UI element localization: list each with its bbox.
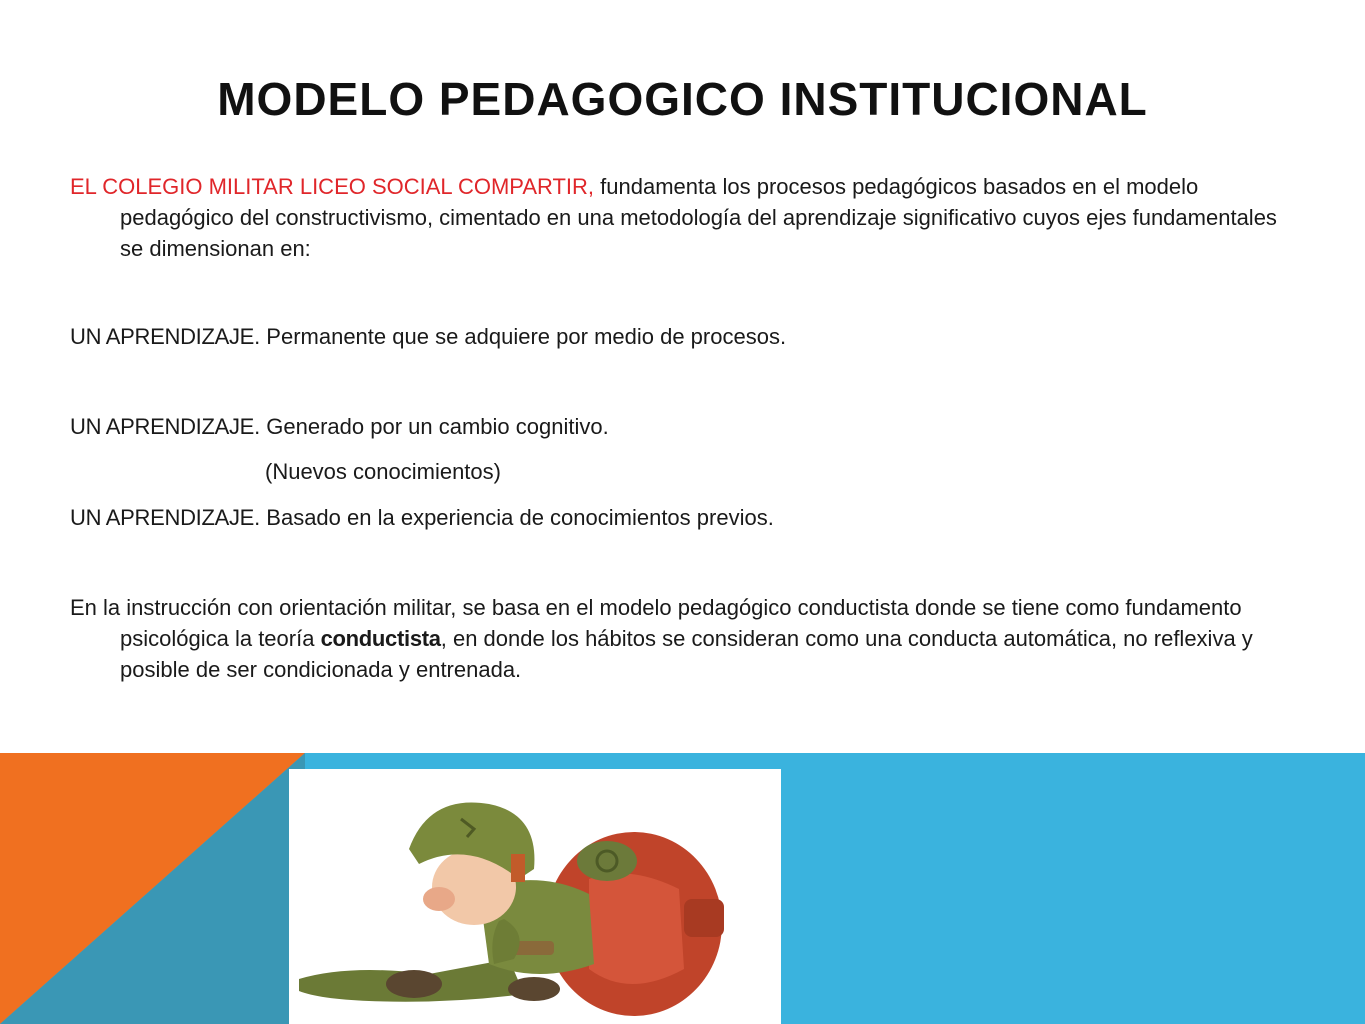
item-lead: UN APRENDIZAJE bbox=[70, 324, 255, 349]
bedroll-shape bbox=[577, 841, 637, 881]
list-item bbox=[70, 321, 1300, 352]
item-text: . Permanente que se adquiere por medio de procesos. bbox=[254, 324, 787, 349]
soldier-illustration bbox=[289, 769, 781, 1024]
closing-paragraph bbox=[70, 592, 1300, 685]
item-text: . Basado en la experiencia de conocimientos previos. bbox=[254, 505, 774, 530]
list-item bbox=[70, 411, 1300, 442]
page-title: MODELO PEDAGOGICO INSTITUCIONAL bbox=[217, 73, 1148, 125]
boot-shape-2 bbox=[508, 977, 560, 1001]
intro-paragraph bbox=[70, 171, 1300, 264]
helmet-strap bbox=[511, 854, 525, 882]
closing-bold-term: conductista bbox=[320, 626, 441, 651]
closing-text-2: , en donde los hábitos se consideran como una conducta automática, no reflexiva y posible de ser condicionada y entrenada. bbox=[120, 626, 1253, 682]
backpack-pocket bbox=[684, 899, 724, 937]
soldier-nose bbox=[423, 887, 455, 911]
institution-name: EL COLEGIO MILITAR LICEO SOCIAL COMPARTIR, bbox=[70, 174, 595, 199]
list-note bbox=[265, 456, 1165, 487]
backpack-flap bbox=[589, 873, 684, 984]
closing-text-1: En la instrucción con orientación militar, se basa en el modelo pedagógico conductista donde se tiene como fundamento psicológica la teoría bbox=[70, 595, 1242, 651]
soldier-icon bbox=[289, 769, 781, 1024]
boot-shape bbox=[386, 970, 442, 998]
note-text: (Nuevos conocimientos) bbox=[265, 459, 501, 484]
item-lead: UN APRENDIZAJE bbox=[70, 505, 255, 530]
item-lead: UN APRENDIZAJE bbox=[70, 414, 255, 439]
list-item bbox=[70, 502, 1300, 533]
decorative-footer-band bbox=[0, 753, 1365, 1024]
intro-text: fundamenta los procesos pedagógicos basados en el modelo pedagógico del constructivismo, cimentado en una metodología del aprendizaje significativo cuyos ejes fundamentales se dimensionan en: bbox=[120, 174, 1277, 261]
item-text: . Generado por un cambio cognitivo. bbox=[254, 414, 609, 439]
